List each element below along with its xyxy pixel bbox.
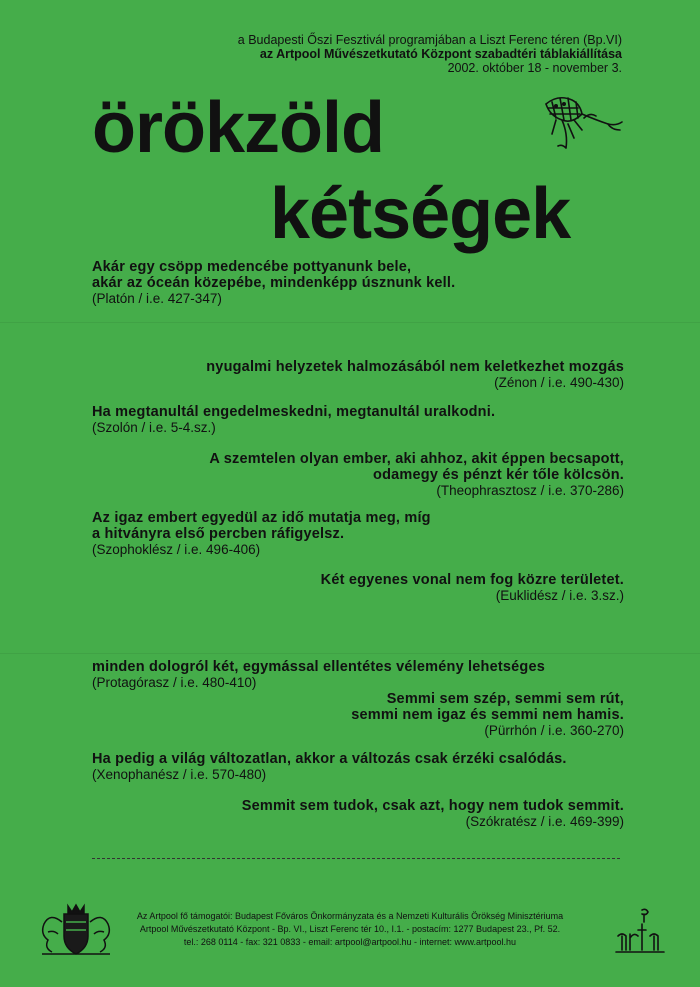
quote-text: Az igaz embert egyedül az idő mutatja meg, míg: [92, 510, 431, 526]
quote-text: Semmi sem szép, semmi sem rút,: [386, 691, 624, 707]
header-line-3: 2002. október 18 - november 3.: [447, 61, 622, 75]
quote-szolon: [92, 404, 495, 436]
quote-text: a hitványra első percben ráfigyelsz.: [92, 526, 345, 542]
quote-zenon: [206, 359, 624, 391]
umbrella-bat-logo-icon: [538, 90, 628, 162]
footer: [0, 910, 700, 949]
quote-szophoklesz: [92, 510, 431, 558]
quote-source: (Szókratész / i.e. 469-399): [465, 814, 624, 829]
quote-protagorasz: [92, 659, 545, 691]
quote-text: Ha pedig a világ változatlan, akkor a változás csak érzéki csalódás.: [92, 751, 567, 767]
quote-source: (Pürrhón / i.e. 360-270): [484, 723, 624, 738]
footer-line-2: Artpool Művészetkutató Központ - Bp. VI., Liszt Ferenc tér 10., I.1. - postacím: 1277 Budapest 23., Pf. 52.: [139, 924, 561, 934]
quote-text: Akár egy csöpp medencébe pottyanunk bele,: [92, 259, 412, 275]
quote-source: (Platón / i.e. 427-347): [92, 291, 222, 306]
quote-text: Semmit sem tudok, csak azt, hogy nem tudok semmit.: [241, 798, 624, 814]
quote-xenophanesz: [92, 751, 567, 783]
quote-text: akár az óceán közepébe, mindenképp úsznunk kell.: [92, 275, 456, 291]
quote-platon: [92, 259, 455, 307]
quote-text: A szemtelen olyan ember, aki ahhoz, akit éppen becsapott,: [209, 451, 624, 467]
title-line-2: kétségek: [270, 174, 571, 254]
quote-source: (Zénon / i.e. 490-430): [494, 375, 624, 390]
divider: [92, 858, 620, 859]
quote-text: odamegy és pénzt kér tőle kölcsön.: [373, 467, 624, 483]
quote-source: (Theophrasztosz / i.e. 370-286): [436, 483, 624, 498]
event-header: [238, 33, 622, 75]
quote-purrhon: [351, 691, 624, 739]
title-line-1: örökzöld: [92, 88, 384, 168]
quote-text: Ha megtanultál engedelmeskedni, megtanultál uralkodni.: [92, 404, 496, 420]
quote-text: minden dologról két, egymással ellentétes vélemény lehetséges: [92, 659, 546, 675]
quote-source: (Szolón / i.e. 5-4.sz.): [92, 420, 216, 435]
fold-line: [0, 322, 700, 323]
quote-source: (Protagórasz / i.e. 480-410): [92, 675, 257, 690]
header-line-1: a Budapesti Őszi Fesztivál programjában a Liszt Ferenc téren (Bp.VI): [237, 33, 622, 47]
quote-text: semmi nem igaz és semmi nem hamis.: [351, 707, 624, 723]
quote-szokratesz: [242, 798, 624, 830]
quote-source: (Szophoklész / i.e. 496-406): [92, 542, 261, 557]
artpool-logo-icon: [612, 906, 668, 956]
quote-source: (Euklidész / i.e. 3.sz.): [495, 588, 624, 603]
footer-line-3: tel.: 268 0114 - fax: 321 0833 - email: artpool@artpool.hu - internet: www.artpool.hu: [183, 937, 517, 947]
fold-line: [0, 653, 700, 654]
quote-text: nyugalmi helyzetek halmozásából nem keletkezhet mozgás: [206, 359, 624, 375]
quote-text: Két egyenes vonal nem fog közre területet.: [320, 572, 624, 588]
quote-source: (Xenophanész / i.e. 570-480): [92, 767, 267, 782]
header-line-2: az Artpool Művészetkutató Központ szabadtéri táblakiállítása: [259, 47, 622, 61]
quote-euklidesz: [321, 572, 624, 604]
quote-theophrasztosz: [209, 451, 624, 499]
footer-line-1: Az Artpool fő támogatói: Budapest Főváros Önkormányzata és a Nemzeti Kulturális Örökség Minisztériuma: [136, 911, 564, 921]
